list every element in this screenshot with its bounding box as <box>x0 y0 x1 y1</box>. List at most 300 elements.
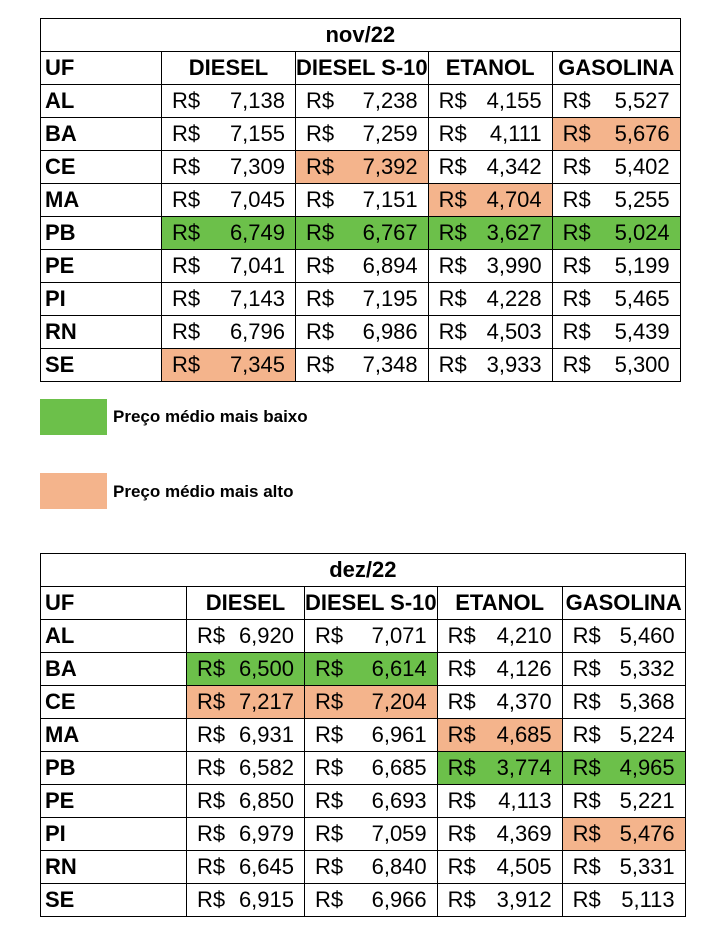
price-value: 5,024 <box>614 220 670 245</box>
currency-label: R$ <box>315 887 344 912</box>
price-cell <box>305 686 438 719</box>
currency-label: R$ <box>572 755 601 780</box>
currency-label: R$ <box>562 286 591 311</box>
price-cell-content <box>573 755 675 781</box>
price-value: 4,685 <box>496 722 552 747</box>
price-cell-content <box>172 253 285 279</box>
price-value: 7,195 <box>362 286 418 311</box>
uf-cell: PB <box>41 752 187 785</box>
column-header: GASOLINA <box>562 587 685 620</box>
price-cell <box>437 719 562 752</box>
price-value: 5,402 <box>614 154 670 179</box>
price-cell-content <box>439 253 542 279</box>
currency-label: R$ <box>447 722 476 747</box>
currency-label: R$ <box>447 788 476 813</box>
price-cell <box>428 250 552 283</box>
legend-label-high: Preço médio mais alto <box>113 482 294 501</box>
price-value: 6,749 <box>229 220 285 245</box>
title-row <box>41 19 681 52</box>
currency-label: R$ <box>447 854 476 879</box>
price-value: 5,465 <box>614 286 670 311</box>
price-cell-content <box>315 656 427 682</box>
price-cell <box>296 184 429 217</box>
price-cell-content <box>197 755 294 781</box>
price-value: 7,259 <box>362 121 418 146</box>
price-cell-content <box>315 788 427 814</box>
price-cell-content <box>448 854 552 880</box>
currency-label: R$ <box>562 154 591 179</box>
uf-cell: BA <box>41 653 187 686</box>
price-cell-content <box>197 656 294 682</box>
currency-label: R$ <box>572 887 601 912</box>
price-cell-content <box>439 352 542 378</box>
table-row <box>41 349 681 382</box>
price-cell-content <box>448 722 552 748</box>
currency-label: R$ <box>447 821 476 846</box>
table-row <box>41 316 681 349</box>
price-cell <box>162 217 296 250</box>
price-value: 7,392 <box>362 154 418 179</box>
currency-label: R$ <box>572 656 601 681</box>
table-row <box>41 719 686 752</box>
price-cell <box>162 85 296 118</box>
price-cell-content <box>306 253 418 279</box>
currency-label: R$ <box>562 187 591 212</box>
uf-cell: AL <box>41 620 187 653</box>
price-value: 6,796 <box>229 319 285 344</box>
table-row <box>41 653 686 686</box>
price-cell <box>437 785 562 818</box>
price-cell-content <box>306 121 418 147</box>
currency-label: R$ <box>562 220 591 245</box>
column-header: UF <box>41 587 187 620</box>
header-row <box>41 587 686 620</box>
price-value: 6,979 <box>238 821 294 846</box>
price-value: 7,345 <box>229 352 285 377</box>
price-cell <box>187 653 305 686</box>
price-cell-content <box>197 689 294 715</box>
currency-label: R$ <box>197 821 226 846</box>
price-cell-content <box>563 187 670 213</box>
uf-cell: MA <box>41 719 187 752</box>
table-row <box>41 620 686 653</box>
currency-label: R$ <box>438 352 467 377</box>
price-cell <box>296 316 429 349</box>
price-cell <box>562 851 685 884</box>
price-value: 5,113 <box>621 887 675 912</box>
legend-swatch-low <box>40 399 107 435</box>
legend-swatch-high <box>40 473 107 509</box>
price-value: 4,210 <box>496 623 552 648</box>
price-cell-content <box>563 253 670 279</box>
price-cell <box>437 653 562 686</box>
price-cell-content <box>563 154 670 180</box>
table-row <box>41 184 681 217</box>
price-cell <box>552 283 680 316</box>
uf-cell: PB <box>41 217 162 250</box>
price-cell <box>562 686 685 719</box>
table-title: nov/22 <box>41 19 681 52</box>
price-cell <box>562 785 685 818</box>
price-cell-content <box>563 319 670 345</box>
price-value: 3,912 <box>496 887 552 912</box>
currency-label: R$ <box>562 319 591 344</box>
currency-label: R$ <box>315 821 344 846</box>
currency-label: R$ <box>447 887 476 912</box>
table-row <box>41 85 681 118</box>
price-cell-content <box>448 656 552 682</box>
price-value: 7,059 <box>371 821 427 846</box>
price-cell <box>187 818 305 851</box>
price-value: 5,676 <box>614 121 670 146</box>
price-value: 4,113 <box>498 788 552 813</box>
currency-label: R$ <box>197 788 226 813</box>
price-cell-content <box>448 788 552 814</box>
currency-label: R$ <box>315 854 344 879</box>
price-cell-content <box>306 286 418 312</box>
currency-label: R$ <box>438 286 467 311</box>
price-value: 7,348 <box>362 352 418 377</box>
price-value: 7,309 <box>229 154 285 179</box>
price-value: 6,850 <box>238 788 294 813</box>
price-value: 7,217 <box>238 689 294 714</box>
column-header: ETANOL <box>428 52 552 85</box>
price-value: 6,767 <box>362 220 418 245</box>
uf-cell: RN <box>41 851 187 884</box>
price-cell <box>428 217 552 250</box>
price-cell <box>428 316 552 349</box>
price-value: 6,840 <box>371 854 427 879</box>
price-value: 4,965 <box>619 755 675 780</box>
currency-label: R$ <box>438 319 467 344</box>
currency-label: R$ <box>306 220 335 245</box>
price-value: 4,369 <box>496 821 552 846</box>
currency-label: R$ <box>197 887 226 912</box>
currency-label: R$ <box>438 88 467 113</box>
currency-label: R$ <box>306 286 335 311</box>
column-header: DIESEL <box>162 52 296 85</box>
price-cell <box>296 250 429 283</box>
price-cell <box>187 719 305 752</box>
currency-label: R$ <box>172 121 201 146</box>
price-cell <box>305 818 438 851</box>
table-row <box>41 151 681 184</box>
price-cell <box>187 851 305 884</box>
price-cell-content <box>439 154 542 180</box>
currency-label: R$ <box>315 722 344 747</box>
currency-label: R$ <box>306 88 335 113</box>
price-cell <box>437 884 562 917</box>
price-cell <box>305 884 438 917</box>
table-row <box>41 217 681 250</box>
price-cell-content <box>172 88 285 114</box>
currency-label: R$ <box>572 623 601 648</box>
price-cell <box>162 316 296 349</box>
currency-label: R$ <box>172 319 201 344</box>
table-row <box>41 250 681 283</box>
currency-label: R$ <box>306 352 335 377</box>
column-header: DIESEL <box>187 587 305 620</box>
price-cell-content <box>448 887 552 913</box>
uf-cell: PE <box>41 785 187 818</box>
price-value: 5,460 <box>619 623 675 648</box>
price-cell-content <box>197 788 294 814</box>
price-cell <box>552 250 680 283</box>
price-cell <box>562 818 685 851</box>
price-value: 4,505 <box>496 854 552 879</box>
currency-label: R$ <box>306 187 335 212</box>
price-cell-content <box>172 220 285 246</box>
price-cell-content <box>563 286 670 312</box>
price-cell <box>187 752 305 785</box>
price-value: 3,933 <box>486 352 542 377</box>
currency-label: R$ <box>306 121 335 146</box>
column-header: DIESEL S-10 <box>305 587 438 620</box>
price-cell-content <box>306 154 418 180</box>
currency-label: R$ <box>572 821 601 846</box>
price-value: 6,915 <box>238 887 294 912</box>
price-cell-content <box>306 187 418 213</box>
currency-label: R$ <box>172 187 201 212</box>
currency-label: R$ <box>438 187 467 212</box>
price-cell <box>428 283 552 316</box>
uf-cell: CE <box>41 686 187 719</box>
price-cell <box>552 151 680 184</box>
price-cell-content <box>315 689 427 715</box>
price-cell <box>437 620 562 653</box>
price-value: 5,255 <box>614 187 670 212</box>
price-value: 6,931 <box>238 722 294 747</box>
currency-label: R$ <box>197 854 226 879</box>
price-cell-content <box>197 887 294 913</box>
table-row <box>41 818 686 851</box>
price-cell <box>437 752 562 785</box>
price-value: 6,645 <box>238 854 294 879</box>
price-cell <box>305 785 438 818</box>
price-cell-content <box>172 352 285 378</box>
price-value: 6,614 <box>371 656 427 681</box>
currency-label: R$ <box>172 88 201 113</box>
price-cell <box>296 217 429 250</box>
currency-label: R$ <box>315 755 344 780</box>
price-cell <box>552 118 680 151</box>
price-cell-content <box>197 623 294 649</box>
price-value: 5,300 <box>614 352 670 377</box>
price-cell-content <box>315 755 427 781</box>
currency-label: R$ <box>172 154 201 179</box>
price-value: 4,228 <box>486 286 542 311</box>
currency-label: R$ <box>197 623 226 648</box>
price-value: 4,111 <box>489 121 542 146</box>
price-cell <box>552 85 680 118</box>
price-value: 7,041 <box>229 253 285 278</box>
price-cell-content <box>197 821 294 847</box>
price-cell-content <box>439 220 542 246</box>
price-value: 4,503 <box>486 319 542 344</box>
currency-label: R$ <box>172 220 201 245</box>
price-cell-content <box>306 352 418 378</box>
currency-label: R$ <box>197 722 226 747</box>
currency-label: R$ <box>438 121 467 146</box>
table-title: dez/22 <box>41 554 686 587</box>
price-cell-content <box>439 319 542 345</box>
price-cell <box>437 851 562 884</box>
price-cell <box>305 719 438 752</box>
price-value: 5,368 <box>619 689 675 714</box>
price-cell-content <box>439 121 542 147</box>
currency-label: R$ <box>447 755 476 780</box>
price-cell-content <box>573 722 675 748</box>
price-value: 7,143 <box>229 286 285 311</box>
uf-cell: SE <box>41 884 187 917</box>
currency-label: R$ <box>172 352 201 377</box>
uf-cell: PE <box>41 250 162 283</box>
currency-label: R$ <box>306 319 335 344</box>
currency-label: R$ <box>172 253 201 278</box>
price-cell-content <box>439 187 542 213</box>
price-cell-content <box>573 656 675 682</box>
price-cell <box>162 250 296 283</box>
price-value: 6,986 <box>362 319 418 344</box>
price-cell <box>552 316 680 349</box>
price-cell <box>296 283 429 316</box>
price-cell <box>296 151 429 184</box>
price-cell <box>562 752 685 785</box>
currency-label: R$ <box>315 623 344 648</box>
price-value: 7,155 <box>229 121 285 146</box>
price-cell <box>296 118 429 151</box>
price-cell-content <box>306 220 418 246</box>
price-cell-content <box>563 88 670 114</box>
currency-label: R$ <box>315 656 344 681</box>
currency-label: R$ <box>306 154 335 179</box>
currency-label: R$ <box>438 220 467 245</box>
price-value: 6,693 <box>371 788 427 813</box>
price-value: 5,331 <box>619 854 675 879</box>
uf-cell: RN <box>41 316 162 349</box>
price-cell-content <box>172 187 285 213</box>
price-value: 7,204 <box>371 689 427 714</box>
currency-label: R$ <box>315 689 344 714</box>
price-value: 7,045 <box>229 187 285 212</box>
uf-cell: CE <box>41 151 162 184</box>
price-value: 6,582 <box>238 755 294 780</box>
price-cell-content <box>315 623 427 649</box>
price-table-nov22 <box>40 18 681 382</box>
price-cell <box>187 686 305 719</box>
price-cell-content <box>573 788 675 814</box>
price-value: 6,961 <box>371 722 427 747</box>
table-row <box>41 283 681 316</box>
currency-label: R$ <box>197 689 226 714</box>
price-value: 6,894 <box>362 253 418 278</box>
uf-cell: AL <box>41 85 162 118</box>
price-cell <box>187 785 305 818</box>
column-header: GASOLINA <box>552 52 680 85</box>
price-cell <box>187 620 305 653</box>
price-cell <box>162 349 296 382</box>
price-cell <box>305 752 438 785</box>
column-header: DIESEL S-10 <box>296 52 429 85</box>
price-value: 3,774 <box>496 755 552 780</box>
price-value: 4,155 <box>486 88 542 113</box>
price-value: 4,370 <box>496 689 552 714</box>
currency-label: R$ <box>438 154 467 179</box>
column-header: UF <box>41 52 162 85</box>
currency-label: R$ <box>572 854 601 879</box>
price-cell-content <box>563 121 670 147</box>
currency-label: R$ <box>438 253 467 278</box>
price-value: 6,966 <box>371 887 427 912</box>
price-value: 5,224 <box>619 722 675 747</box>
price-value: 5,199 <box>614 253 670 278</box>
currency-label: R$ <box>447 689 476 714</box>
price-cell-content <box>197 722 294 748</box>
currency-label: R$ <box>562 352 591 377</box>
price-cell-content <box>573 854 675 880</box>
price-value: 4,126 <box>496 656 552 681</box>
price-value: 5,527 <box>614 88 670 113</box>
currency-label: R$ <box>197 656 226 681</box>
table-row <box>41 686 686 719</box>
price-value: 7,071 <box>371 623 427 648</box>
price-cell-content <box>439 286 542 312</box>
uf-cell: PI <box>41 818 187 851</box>
price-cell-content <box>315 887 427 913</box>
currency-label: R$ <box>447 623 476 648</box>
price-table-dez22 <box>40 553 686 917</box>
price-value: 6,685 <box>371 755 427 780</box>
price-cell-content <box>573 887 675 913</box>
currency-label: R$ <box>572 788 601 813</box>
currency-label: R$ <box>172 286 201 311</box>
price-cell-content <box>315 722 427 748</box>
price-value: 6,920 <box>238 623 294 648</box>
price-value: 4,704 <box>486 187 542 212</box>
price-cell-content <box>573 623 675 649</box>
price-cell <box>562 884 685 917</box>
price-cell <box>305 851 438 884</box>
uf-cell: PI <box>41 283 162 316</box>
price-cell <box>162 184 296 217</box>
table-row <box>41 118 681 151</box>
price-cell-content <box>563 352 670 378</box>
price-value: 5,332 <box>619 656 675 681</box>
legend-label-low: Preço médio mais baixo <box>113 407 308 426</box>
price-cell-content <box>197 854 294 880</box>
price-cell <box>428 151 552 184</box>
currency-label: R$ <box>447 656 476 681</box>
price-value: 5,221 <box>619 788 675 813</box>
currency-label: R$ <box>562 253 591 278</box>
price-cell <box>162 118 296 151</box>
price-cell-content <box>573 689 675 715</box>
header-row <box>41 52 681 85</box>
uf-cell: SE <box>41 349 162 382</box>
price-cell-content <box>306 88 418 114</box>
price-cell <box>437 686 562 719</box>
table-row <box>41 884 686 917</box>
price-cell-content <box>573 821 675 847</box>
table-row <box>41 752 686 785</box>
price-cell <box>437 818 562 851</box>
price-cell <box>305 653 438 686</box>
price-cell <box>428 118 552 151</box>
price-cell <box>305 620 438 653</box>
price-value: 3,627 <box>486 220 542 245</box>
price-cell-content <box>448 623 552 649</box>
price-value: 5,476 <box>619 821 675 846</box>
